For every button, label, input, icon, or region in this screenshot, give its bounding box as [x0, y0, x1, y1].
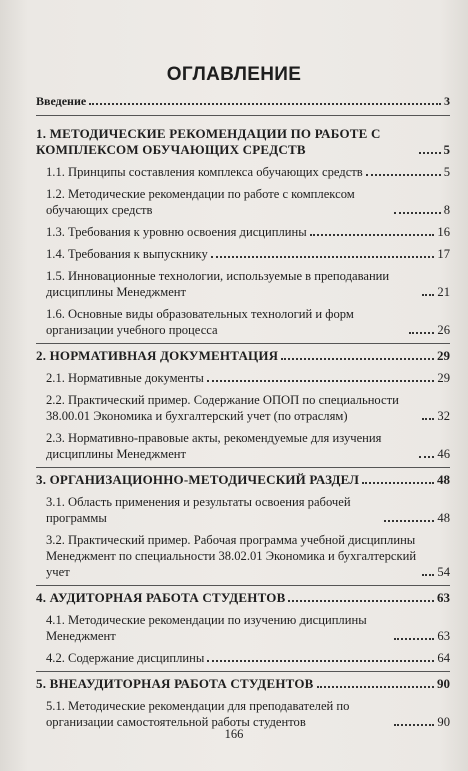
- toc-subentry-1-4: [36, 246, 450, 262]
- page-number: 166: [224, 727, 244, 741]
- toc-entry-page: 63: [437, 629, 450, 643]
- leader-dots: [394, 724, 434, 726]
- toc-entry-text: 1.2. Методические рекомендации по работе с комплексом обучающих средств: [46, 187, 355, 217]
- page-title: ОГЛАВЛЕНИЕ: [166, 64, 302, 85]
- toc-entry-text: 1.6. Основные виды образовательных технологий и форм организации учебного процесса: [46, 307, 354, 337]
- toc-entry-page: 26: [437, 323, 450, 337]
- toc-entry-text: 2. НОРМАТИВНАЯ ДОКУМЕНТАЦИЯ: [36, 348, 279, 363]
- toc-entry-page: 3: [444, 94, 450, 108]
- toc-entry-text: 4.2. Содержание дисциплины: [46, 651, 205, 665]
- toc-subentry-2-1: [36, 370, 450, 386]
- toc-entry-page: 16: [437, 225, 450, 239]
- toc-entry-text: Введение: [36, 94, 87, 108]
- leader-dots: [288, 600, 434, 602]
- leader-dots: [419, 456, 434, 458]
- toc-entry-page: 54: [437, 565, 450, 579]
- toc-entry-text: 2.1. Нормативные документы: [46, 371, 204, 385]
- toc-entry-text: 4. АУДИТОРНАЯ РАБОТА СТУДЕНТОВ: [36, 590, 286, 605]
- toc-entry-intro: [36, 93, 450, 109]
- toc-entry-text: 1. МЕТОДИЧЕСКИЕ РЕКОМЕНДАЦИИ ПО РАБОТЕ С КОМПЛЕКСОМ ОБУЧАЮЩИХ СРЕДСТВ: [36, 126, 381, 157]
- leader-dots: [394, 638, 434, 640]
- toc-subentry-4-2: [36, 650, 450, 666]
- toc-entry-text: 1.1. Принципы составления комплекса обучающих средств: [46, 165, 363, 179]
- toc-entry-text: 4.1. Методические рекомендации по изучению дисциплины Менеджмент: [46, 613, 367, 643]
- leader-dots: [384, 520, 434, 522]
- leader-dots: [422, 294, 434, 296]
- divider: [36, 585, 450, 586]
- toc-entry-page: 5: [443, 165, 450, 179]
- leader-dots: [422, 418, 434, 420]
- toc-section-1: [36, 126, 450, 158]
- leader-dots: [211, 256, 435, 258]
- toc-entry-page: 64: [437, 651, 450, 665]
- divider: [36, 343, 450, 344]
- toc-subentry-1-2: [36, 186, 450, 218]
- toc-subentry-1-3: [36, 224, 450, 240]
- leader-dots: [422, 574, 434, 576]
- toc-entry-text: 1.4. Требования к выпускнику: [46, 247, 208, 261]
- leader-dots: [207, 380, 435, 382]
- toc-entry-page: 21: [437, 285, 450, 299]
- toc-entry-page: 46: [437, 447, 450, 461]
- toc-entry-page: 17: [437, 247, 450, 261]
- leader-dots: [310, 234, 435, 236]
- leader-dots: [419, 152, 441, 154]
- toc-subentry-1-1: [36, 164, 450, 180]
- toc-entry-page: 48: [437, 472, 450, 487]
- leader-dots: [317, 686, 434, 688]
- table-of-contents: [36, 93, 450, 730]
- leader-dots: [207, 660, 434, 662]
- toc-subentry-3-2: [36, 532, 450, 580]
- leader-dots: [366, 174, 441, 176]
- toc-section-3: [36, 472, 450, 488]
- toc-subentry-2-3: [36, 430, 450, 462]
- toc-entry-text: 2.2. Практический пример. Содержание ОПОП по специальности 38.00.01 Экономика и бухгалтерский учет (по отраслям): [46, 393, 399, 423]
- leader-dots: [362, 482, 434, 484]
- toc-subentry-1-5: [36, 268, 450, 300]
- divider: [36, 115, 450, 116]
- toc-entry-page: 90: [437, 676, 450, 691]
- toc-entry-page: 48: [437, 511, 450, 525]
- toc-entry-page: 8: [443, 203, 450, 217]
- toc-entry-text: 3. ОРГАНИЗАЦИОННО-МЕТОДИЧЕСКИЙ РАЗДЕЛ: [36, 472, 360, 487]
- toc-subentry-3-1: [36, 494, 450, 526]
- toc-entry-page: 5: [443, 142, 450, 157]
- toc-entry-text: 1.3. Требования к уровню освоения дисциплины: [46, 225, 307, 239]
- toc-subentry-4-1: [36, 612, 450, 644]
- toc-entry-text: 2.3. Нормативно-правовые акты, рекомендуемые для изучения дисциплины Менеджмент: [46, 431, 382, 461]
- toc-entry-text: 3.1. Область применения и результаты освоения рабочей программы: [46, 495, 351, 525]
- toc-section-2: [36, 348, 450, 364]
- toc-subentry-2-2: [36, 392, 450, 424]
- toc-section-5: [36, 676, 450, 692]
- toc-section-4: [36, 590, 450, 606]
- toc-entry-page: 90: [437, 715, 450, 729]
- toc-entry-page: 32: [437, 409, 450, 423]
- divider: [36, 467, 450, 468]
- leader-dots: [409, 332, 434, 334]
- toc-subentry-1-6: [36, 306, 450, 338]
- toc-entry-page: 29: [437, 348, 450, 363]
- toc-entry-text: 5.1. Методические рекомендации для преподавателей по организации самостоятельной работы студентов: [46, 699, 350, 729]
- toc-entry-page: 63: [437, 590, 450, 605]
- toc-entry-page: 29: [437, 371, 450, 385]
- divider: [36, 671, 450, 672]
- toc-entry-text: 1.5. Инновационные технологии, используемые в преподавании дисциплины Менеджмент: [46, 269, 390, 299]
- toc-entry-text: 5. ВНЕАУДИТОРНАЯ РАБОТА СТУДЕНТОВ: [36, 676, 314, 691]
- leader-dots: [281, 358, 434, 360]
- toc-subentry-5-1: [36, 698, 450, 730]
- leader-dots: [394, 212, 441, 214]
- leader-dots: [89, 103, 441, 105]
- toc-entry-text: 3.2. Практический пример. Рабочая программа учебной дисциплины Менеджмент по специальности 38.02.01 Экономика и бухгалтерский учет: [46, 533, 417, 579]
